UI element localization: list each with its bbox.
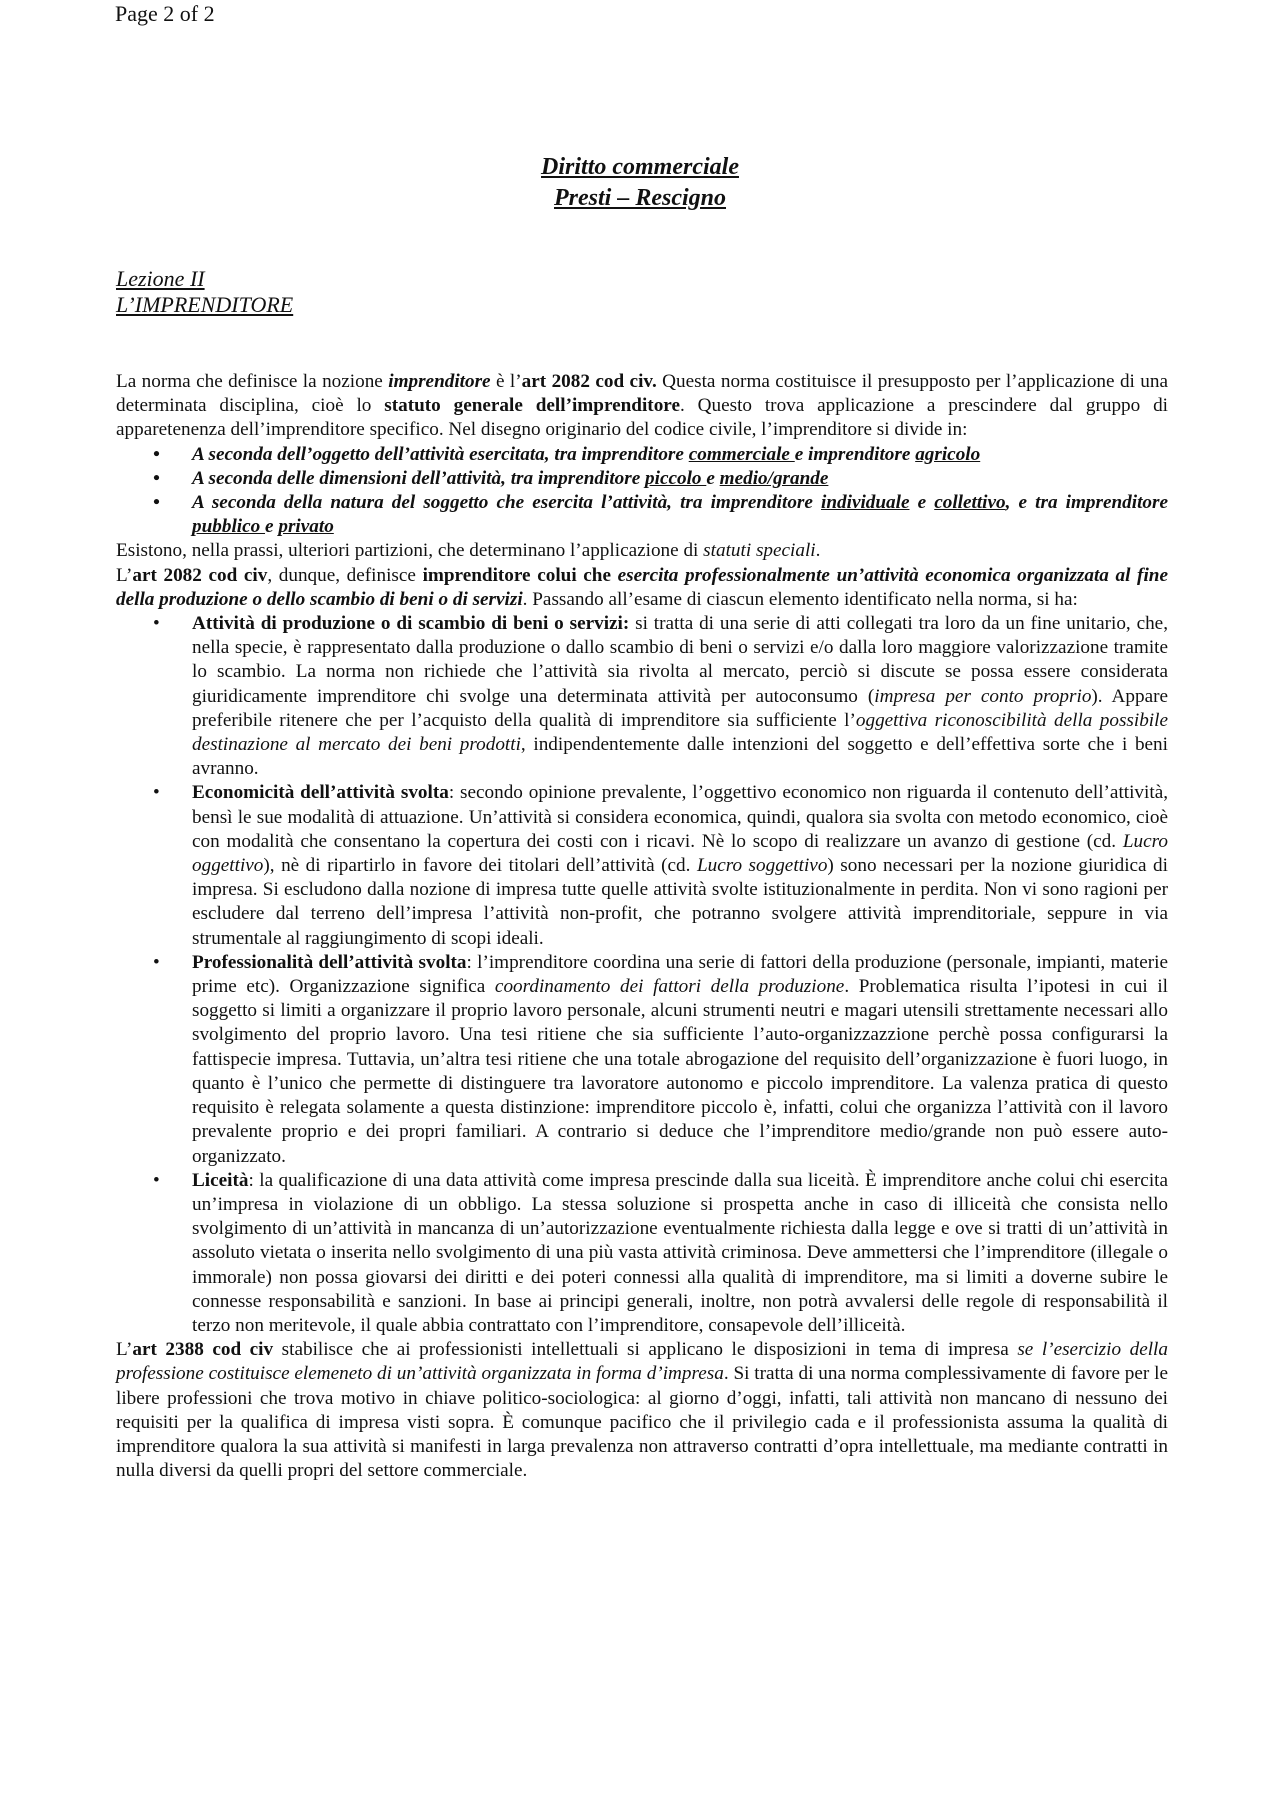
list-item bbox=[116, 1169, 1168, 1338]
text-run: imprenditore bbox=[388, 371, 491, 392]
text-run: medio/grande bbox=[719, 467, 829, 489]
bullet-glyph: • bbox=[153, 1169, 160, 1191]
bullet-glyph: • bbox=[153, 492, 160, 514]
text-run: e bbox=[909, 492, 935, 514]
text-run: A seconda dell’oggetto dell’attività esercitata, tra imprenditore bbox=[192, 443, 689, 465]
definition-paragraph bbox=[116, 564, 1168, 612]
list-item bbox=[116, 443, 1168, 467]
text-run: L’ bbox=[116, 564, 133, 586]
text-run: e bbox=[265, 516, 279, 538]
text-run: . Questo trova applicazione a prescindere dal gruppo di apparetenenza dell’imprenditore specifico. Nel disegno originario del codice civile, l’imprenditore si divide in: bbox=[116, 395, 1168, 441]
text-run: A seconda della natura del soggetto che esercita l’attività, tra imprenditore bbox=[192, 492, 822, 514]
text-run: ). Appare preferibile ritenere che per l’acquisto della qualità di imprenditore sia sufficiente l’ bbox=[192, 685, 1168, 731]
text-run: La norma che definisce la nozione bbox=[116, 371, 389, 392]
bullet-glyph: • bbox=[153, 782, 160, 804]
text-run: . bbox=[815, 540, 821, 562]
text-run: . Problematica risulta l’ipotesi in cui il soggetto si limiti a organizzare il proprio lavoro personale, alcuni strumenti neutri e magari utensili strettamente necessari allo svolgimento del proprio lavoro. Una tesi ritiene che sia sufficiente l’auto-organizzazzione perchè possa configurarsi la fattispecie impresa. Tuttavia, un’altra tesi ritiene che una totale abrogazione del requisito dell’organizzazione è fuori luogo, in quanto è l’unico che permette di distinguere tra lavoratore autonomo e piccolo imprenditore. La valenza pratica di questo requisito è relegata solamente a questa distinzione: imprenditore piccolo è, infatti, colui che organizza l’attività con il lavoro prevalente proprio e dei propri familiari. A contrario si deduce che l’imprenditore medio/grande non può essere auto-organizzato. bbox=[192, 976, 1168, 1167]
text-run: ), nè di ripartirlo in favore dei titolari dell’attività (cd. bbox=[263, 855, 697, 877]
text-run: Questa norma costituisce il presupposto per l’applicazione di una determinata disciplina, cioè lo bbox=[116, 371, 1168, 417]
document-body bbox=[116, 370, 1168, 1483]
title-line-2: Presti – Rescigno bbox=[554, 185, 726, 211]
list-item bbox=[116, 781, 1168, 950]
text-run: Professionalità dell’attività svolta bbox=[192, 951, 467, 973]
text-run: pubblico bbox=[192, 516, 266, 538]
text-run: e bbox=[706, 467, 720, 489]
text-run: Liceità bbox=[192, 1169, 249, 1191]
statuti-paragraph bbox=[116, 539, 1168, 563]
text-run: commerciale bbox=[688, 443, 795, 465]
bullet-glyph: • bbox=[153, 613, 160, 635]
lesson-number: Lezione II bbox=[116, 266, 205, 291]
text-run: : secondo opinione prevalente, l’oggettivo economico non riguarda il contenuto dell’attività, bensì le sue modalità di attuazione. Un’attività si considera economica, quindi, qualora sia svolta con metodo economico, cioè con modalità che consentano la copertura dei costi con i ricavi. Nè lo scopo di realizzare un avanzo di gestione (cd. bbox=[192, 782, 1169, 852]
text-run: art 2388 cod civ bbox=[132, 1339, 274, 1361]
text-run: esercita professionalmente un’attività economica organizzata al fine della produzione o dello scambio di beni o di servizi bbox=[116, 564, 1168, 610]
elements-list bbox=[116, 612, 1168, 1338]
text-run: collettivo bbox=[934, 492, 1006, 514]
text-run: A seconda delle dimensioni dell’attività, tra imprenditore bbox=[192, 467, 646, 489]
text-run: , dunque, definisce bbox=[267, 564, 423, 586]
text-run: art 2082 cod civ bbox=[132, 564, 268, 586]
text-run: , e tra imprenditore bbox=[1005, 492, 1168, 514]
text-run: se l’esercizio della professione costituisce elemeneto di un’attività organizzata in forma d’impresa bbox=[116, 1339, 1168, 1385]
text-run: imprenditore colui che bbox=[422, 564, 618, 586]
lesson-topic: L’IMPRENDITORE bbox=[116, 292, 294, 317]
list-item bbox=[116, 612, 1168, 781]
list-item bbox=[116, 491, 1168, 539]
divisions-list bbox=[116, 443, 1168, 540]
document-title bbox=[0, 152, 1280, 214]
text-run: piccolo bbox=[645, 467, 707, 489]
text-run: art 2082 cod civ. bbox=[521, 371, 657, 392]
intro-paragraph bbox=[116, 370, 1168, 443]
text-run: è l’ bbox=[490, 371, 522, 392]
list-item bbox=[116, 467, 1168, 491]
text-run: e imprenditore bbox=[794, 443, 916, 465]
bullet-glyph: • bbox=[153, 443, 160, 465]
text-run: . Passando all’esame di ciascun elemento identificato nella norma, si ha: bbox=[522, 588, 1078, 610]
text-run: impresa per conto proprio bbox=[874, 685, 1092, 707]
art2388-paragraph bbox=[116, 1338, 1168, 1483]
text-run: privato bbox=[278, 516, 334, 538]
text-run: stabilisce che ai professionisti intellettuali si applicano le disposizioni in tema di impresa bbox=[273, 1339, 1018, 1361]
text-run: L’ bbox=[116, 1339, 133, 1361]
text-run: : la qualificazione di una data attività come impresa prescinde dalla sua liceità. È imprenditore anche colui chi esercita un’impresa in violazione di un obbligo. La stessa soluzione si prospetta anche in caso di illiceità che consista nello svolgimento di un’attività in mancanza di un’autorizzazione eventualmente richiesta dalla legge e ove si tratti di un’attività in assoluto vietata o inserita nello svolgimento di una più vasta attività criminosa. Deve ammettersi che l’imprenditore (illegale o immorale) non possa giovarsi dei diritti e dei poteri connessi alla qualità di imprenditore, ma si limiti a doverne subire le connesse responsabilità e sanzioni. In base ai principi generali, inoltre, non potrà avvalersi delle regole di responsabilità il terzo non meritevole, il quale abbia contrattato con l’imprenditore, consapevole dell’illiceità. bbox=[192, 1169, 1168, 1336]
text-run: individuale bbox=[821, 492, 910, 514]
text-run: : l’imprenditore coordina una serie di fattori della produzione (personale, impianti, materie prime etc). Organizzazione significa bbox=[192, 951, 1168, 998]
bullet-glyph: • bbox=[153, 951, 160, 973]
text-run: si tratta di una serie di atti collegati tra loro da un fine unitario, che, nella specie, è rappresentato dalla produzione o dallo scambio di beni o servizi e/o dalla loro maggiore valorizzazione tramite lo scambio. La norma non richiede che l’attività sia rivolta al mercato, perciò si discute se possa essere considerata giuridicamente imprenditore chi svolge una determinata attività per autoconsumo ( bbox=[192, 613, 1168, 707]
text-run: statuti speciali bbox=[703, 540, 816, 562]
text-run: Lucro soggettivo bbox=[696, 855, 828, 877]
text-run: Attività di produzione o di scambio di beni o servizi: bbox=[192, 613, 630, 635]
text-run: Economicità dell’attività svolta bbox=[192, 782, 449, 804]
bullet-glyph: • bbox=[153, 467, 160, 489]
text-run: statuto generale dell’imprenditore bbox=[384, 395, 680, 417]
text-run: , indipendentemente dalle intenzioni del soggetto e dell’effettiva sorte che i beni avranno. bbox=[192, 734, 1168, 780]
text-run: Lucro oggettivo bbox=[192, 830, 1168, 877]
text-run: agricolo bbox=[915, 443, 981, 465]
lesson-heading bbox=[116, 266, 293, 318]
text-run: . Si tratta di una norma complessivamente di favore per le libere professioni che trova motivo in chiave politico-sociologica: al giorno d’oggi, infatti, tali attività non mancano di nessuno dei requisiti per la qualifica di impresa visti sopra. È comunque pacifico che il privilegio cada e il professionista assuma la qualità di imprenditore qualora la sua attività si manifesti in larga prevalenza non attraverso contratti d’opra intellettuale, ma mediante contratti in nulla diversi da quelli propri del settore commerciale. bbox=[116, 1363, 1168, 1482]
list-item bbox=[116, 951, 1168, 1169]
page-number: Page 2 of 2 bbox=[115, 1, 215, 26]
text-run: ) sono necessari per la nozione giuridica di impresa. Si escludono dalla nozione di impresa tutte quelle attività svolte istituzionalmente in perdita. Non vi sono ragioni per escludere dal terreno dell’impresa l’attività non-profit, che potranno svolgere attività imprenditoriale, seppure in via strumentale al raggiungimento di scopi ideali. bbox=[192, 855, 1168, 949]
text-run: oggettiva riconoscibilità della possibile destinazione al mercato dei beni prodotti bbox=[192, 709, 1168, 756]
text-run: coordinamento dei fattori della produzione bbox=[494, 976, 845, 998]
text-run: Esistono, nella prassi, ulteriori partizioni, che determinano l’applicazione di bbox=[116, 540, 704, 562]
title-line-1: Diritto commerciale bbox=[541, 154, 739, 180]
